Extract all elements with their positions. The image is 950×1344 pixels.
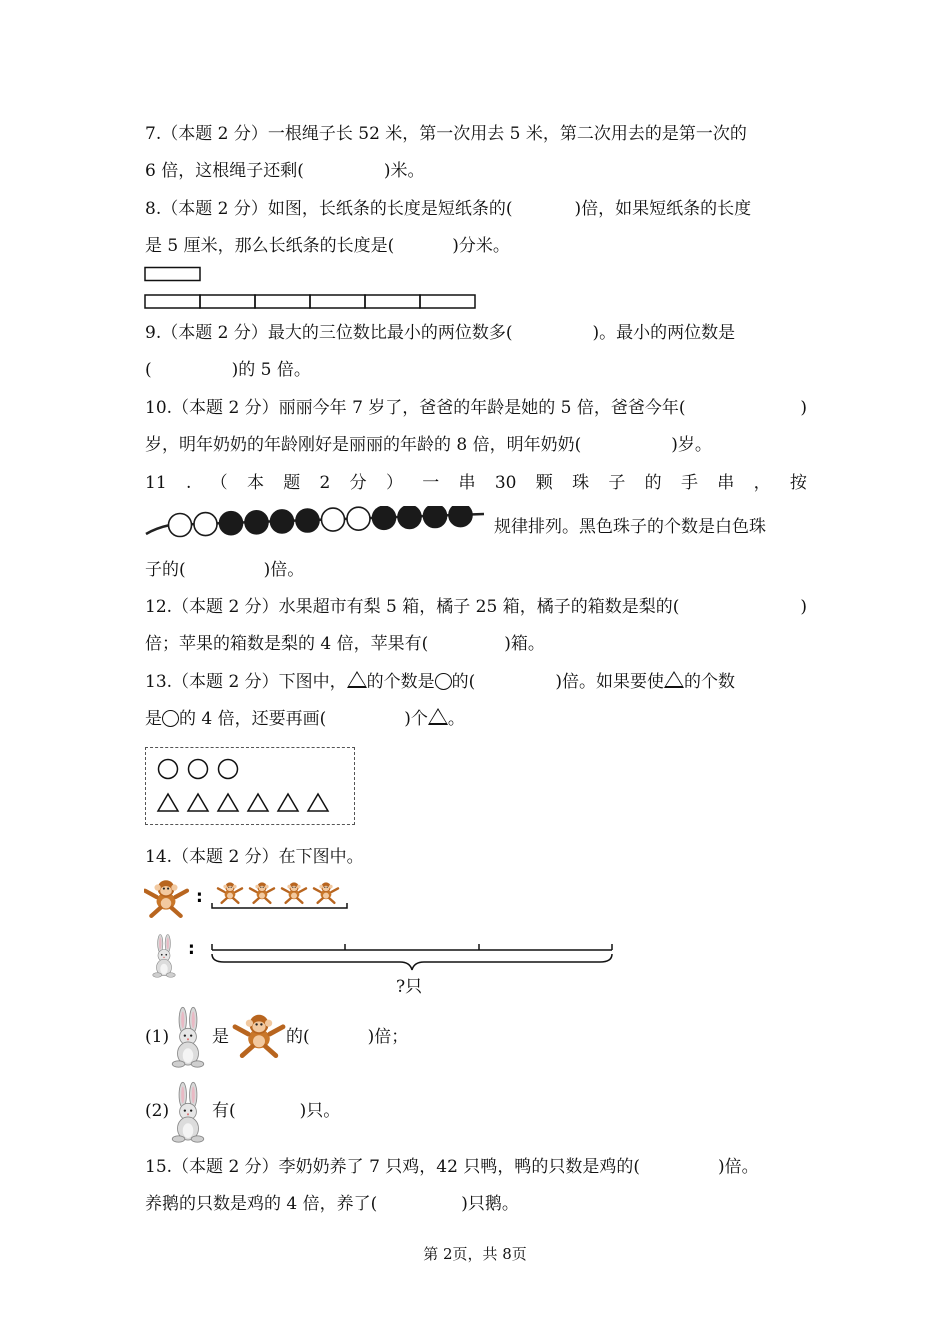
q8-line2 xyxy=(145,235,510,257)
long-strip-segment xyxy=(145,295,200,308)
q14-sub2-rest xyxy=(212,1100,340,1122)
q13-text-f: 是 xyxy=(145,709,162,729)
figure-circle xyxy=(219,760,238,779)
long-paper-strip xyxy=(145,295,475,308)
q9-line1 xyxy=(145,322,735,344)
figure-triangle xyxy=(158,794,178,811)
q10-line1 xyxy=(145,397,807,419)
q14-sub1-text-b: 是 xyxy=(212,1027,229,1047)
q11-token: ） xyxy=(385,473,403,493)
q11-token: 30 xyxy=(494,473,517,493)
black-bead xyxy=(398,506,421,528)
rabbit-colon: : xyxy=(188,939,195,959)
monkey-icon xyxy=(145,880,187,916)
q11-token: 的 xyxy=(644,473,662,493)
figure-triangle xyxy=(308,794,328,811)
q10-text-d: )岁。 xyxy=(671,435,712,455)
rabbit-icon xyxy=(153,935,176,978)
black-bead xyxy=(220,512,243,535)
black-bead xyxy=(296,509,319,532)
shapes-figure-box xyxy=(145,747,355,825)
q11-token: 分 xyxy=(349,473,367,493)
q15-text-a: 15.（本题 2 分）李奶奶养了 7 只鸡，42 只鸭，鸭的只数是鸡的( xyxy=(145,1157,640,1177)
q15-line2 xyxy=(145,1193,519,1215)
monkey-bracket xyxy=(212,903,347,908)
q13-text-d: )倍。如果要使 xyxy=(555,672,664,692)
q14-line1: 14.（本题 2 分）在下图中。 xyxy=(145,847,364,867)
long-strip-segment xyxy=(365,295,420,308)
q7-line2 xyxy=(145,160,425,182)
triangle-icon xyxy=(428,708,448,725)
long-strip-segment xyxy=(420,295,475,308)
rabbit-brace xyxy=(212,954,612,970)
q15-text-d: )只鹅。 xyxy=(461,1194,519,1214)
q8-text-b: )倍，如果短纸条的长度 xyxy=(574,199,752,219)
q14-sub1-text-d: )倍； xyxy=(367,1027,409,1047)
q11-text-b: )倍。 xyxy=(263,560,305,580)
white-bead xyxy=(322,508,345,531)
q11-token: 11 xyxy=(145,473,167,493)
q11-token: . xyxy=(185,473,192,493)
q11-text-a: 子的( xyxy=(145,560,186,580)
q13-line1 xyxy=(145,671,735,693)
q8-text-d: )分米。 xyxy=(452,236,510,256)
q9-text-a: 9.（本题 2 分）最大的三位数比最小的两位数多( xyxy=(145,323,513,343)
q9-text-c: ( xyxy=(145,360,152,380)
q8-text-a: 8.（本题 2 分）如图，长纸条的长度是短纸条的( xyxy=(145,199,513,219)
q12-text-a: 12.（本题 2 分）水果超市有梨 5 箱，橘子 25 箱，橘子的箱数是梨的( xyxy=(145,597,680,617)
q13-text-i: 。 xyxy=(447,709,465,729)
bead-bracelet xyxy=(144,506,494,540)
black-bead xyxy=(449,506,472,527)
q11-token: 珠 xyxy=(572,473,590,493)
q11-token: 一 xyxy=(422,473,440,493)
circle-icon xyxy=(435,673,452,690)
triangle-icon xyxy=(347,671,367,688)
white-bead xyxy=(169,514,192,537)
long-strip-segment xyxy=(200,295,255,308)
q14-sub1-num: (1) xyxy=(145,1027,170,1047)
q11-token: 手 xyxy=(680,473,698,493)
paper-strip-figure xyxy=(144,266,484,312)
monkey-icon xyxy=(232,1010,286,1058)
monkey-icon xyxy=(250,882,274,902)
figure-circle xyxy=(189,760,208,779)
q11-line1 xyxy=(145,472,807,494)
q11-token: 子 xyxy=(608,473,626,493)
q11-token: ， xyxy=(753,473,771,493)
white-bead xyxy=(347,507,370,530)
black-bead xyxy=(245,511,268,534)
shapes-figure xyxy=(146,748,354,824)
q12-text-c: 倍；苹果的箱数是梨的 4 倍，苹果有( xyxy=(145,634,429,654)
q13-text-b: 的个数是 xyxy=(366,672,435,692)
white-bead xyxy=(194,513,217,536)
q13-text-c: 的( xyxy=(451,672,476,692)
q14-sub2-text-b: 有( xyxy=(212,1101,236,1121)
q15-text-c: 养鹅的只数是鸡的 4 倍，养了( xyxy=(145,1194,378,1214)
long-strip-segment xyxy=(310,295,365,308)
q12-line1 xyxy=(145,596,807,618)
black-bead xyxy=(271,510,294,533)
q8-text-c: 是 5 厘米，那么长纸条的长度是( xyxy=(145,236,395,256)
q9-line2 xyxy=(145,359,311,381)
q10-text-b: ) xyxy=(800,398,807,418)
q13-text-e: 的个数 xyxy=(683,672,735,692)
black-bead xyxy=(424,506,447,528)
q7-line1: 7.（本题 2 分）一根绳子长 52 米，第一次用去 5 米，第二次用去的是第一次的 xyxy=(145,124,747,144)
q13-text-a: 13.（本题 2 分）下图中， xyxy=(145,672,347,692)
q10-text-c: 岁，明年奶奶的年龄刚好是丽丽的年龄的 8 倍，明年奶奶( xyxy=(145,435,582,455)
q11-line2: 规律排列。黑色珠子的个数是白色珠 xyxy=(494,517,766,537)
q11-token: 2 xyxy=(319,473,331,493)
figure-triangle xyxy=(278,794,298,811)
q11-line3 xyxy=(145,559,304,581)
q11-token: 串 xyxy=(717,473,735,493)
q10-text-a: 10.（本题 2 分）丽丽今年 7 岁了，爸爸的年龄是她的 5 倍，爸爸今年( xyxy=(145,398,686,418)
q13-text-h: )个 xyxy=(404,709,428,729)
rabbit-row-figure xyxy=(144,930,624,1002)
figure-triangle xyxy=(188,794,208,811)
black-bead xyxy=(373,506,396,529)
monkey-icon xyxy=(282,882,306,902)
q12-line2 xyxy=(145,633,545,655)
q9-text-b: )。最小的两位数是 xyxy=(592,323,736,343)
monkey-icon xyxy=(218,882,242,902)
q12-text-b: ) xyxy=(800,597,807,617)
q14-sub1-text-c: 的( xyxy=(286,1027,310,1047)
q11-token: 题 xyxy=(283,473,301,493)
q14-sub2-num: (2) xyxy=(145,1101,170,1121)
page-footer: 第 2页，共 8页 xyxy=(423,1245,527,1263)
q13-line2 xyxy=(145,708,465,730)
rabbit-icon xyxy=(164,1003,212,1071)
question-count-label: ?只 xyxy=(396,977,423,997)
monkey-row-figure xyxy=(144,872,364,920)
q7-text-b: )米。 xyxy=(383,161,425,181)
q11-token: （ xyxy=(210,473,228,493)
q13-text-g: 的 4 倍，还要再画( xyxy=(179,709,327,729)
triangle-icon xyxy=(664,671,684,688)
q11-token: 串 xyxy=(458,473,476,493)
q12-text-d: )箱。 xyxy=(504,634,545,654)
q14-sub2-text-c: )只。 xyxy=(299,1101,341,1121)
circle-icon xyxy=(162,710,179,727)
q15-line1 xyxy=(145,1156,759,1178)
q11-token: 本 xyxy=(246,473,264,493)
figure-triangle xyxy=(248,794,268,811)
short-paper-strip xyxy=(145,268,200,281)
q10-line2 xyxy=(145,434,712,456)
q9-text-d: )的 5 倍。 xyxy=(231,360,311,380)
q8-line1 xyxy=(145,198,751,220)
q15-text-b: )倍。 xyxy=(717,1157,759,1177)
rabbit-icon xyxy=(164,1078,212,1146)
long-strip-segment xyxy=(255,295,310,308)
monkey-icon xyxy=(314,882,338,902)
figure-triangle xyxy=(218,794,238,811)
q11-token: 颗 xyxy=(535,473,553,493)
q7-text-a: 6 倍，这根绳子还剩( xyxy=(145,161,304,181)
figure-circle xyxy=(159,760,178,779)
monkey-colon: : xyxy=(196,887,203,907)
q11-token: 按 xyxy=(789,473,807,493)
q14-sub1-rest xyxy=(286,1026,408,1048)
